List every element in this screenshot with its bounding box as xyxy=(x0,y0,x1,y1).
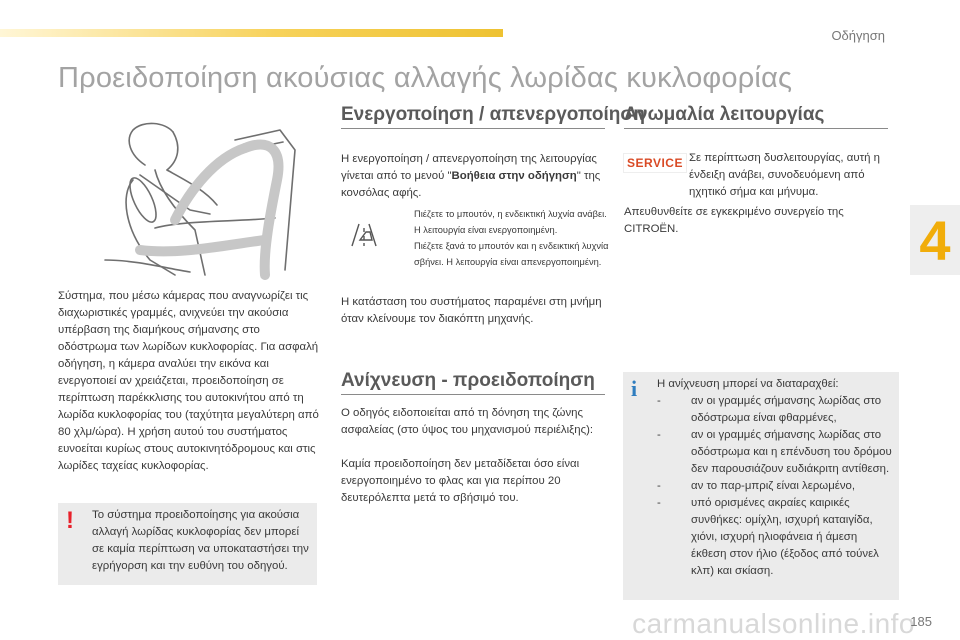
warning-box xyxy=(58,503,317,585)
list-item: - αν οι γραμμές σήμανσης λωρίδας στο οδόστρωμα είναι φθαρμένες, xyxy=(657,395,882,424)
list-item: Πιέζετε ξανά το μπουτόν και η ενδεικτική λυχνία σβήνει. Η λειτουργία είναι απενεργοποιημένη. xyxy=(414,241,609,267)
malfunction-text: Σε περίπτωση δυσλειτουργίας, αυτή η ένδειξη ανάβει, συνοδευόμενη από ηχητικό σήμα και μήνυμα. xyxy=(689,152,880,198)
list-item: Πιέζετε το μπουτόν, η ενδεικτική λυχνία ανάβει. Η λειτουργία είναι ενεργοποιημένη. xyxy=(414,209,607,235)
detection-heading: Ανίχνευση - προειδοποίηση xyxy=(341,370,595,391)
detection-text: Ο οδηγός ειδοποιείται από τη δόνηση της ζώνης ασφαλείας (στο ύψος του μηχανισμού περιέλιξης): xyxy=(341,407,594,436)
activation-steps xyxy=(394,206,609,270)
info-icon: i xyxy=(631,376,638,401)
list-item: - αν το παρ-μπριζ είναι λερωμένο, xyxy=(657,480,856,492)
seatbelt-illustration xyxy=(95,110,305,280)
activation-heading: Ενεργοποίηση / απενεργοποίηση xyxy=(341,104,645,125)
lane-departure-button-icon xyxy=(350,218,378,248)
detection-no-warning-text: Καμία προειδοποίηση δεν μεταδίδεται όσο είναι ενεργοποιημένο το φλας και για περίπου 20 δευτερόλεπτα μετά το σβήσιμό του. xyxy=(341,458,580,504)
system-description: Σύστημα, που μέσω κάμερας που αναγνωρίζει τις διαχωριστικές γραμμές, ανιχνεύει την ακούσια υπέρβαση της διαμήκους σήμανσης στο οδόστρωμα των λωρίδων κυκλοφορίας. Για ασφαλή οδήγηση, η κάμερα αναλύει την εικόνα και ενεργοποιεί αν χρειάζεται, προειδοποίηση σε περίπτωση παρέκκλισης του αυτοκινήτου από τη λωρίδα κυκλοφορίας του (ταχύτητα μεγαλύτερη από 80 χλμ/ώρα). Η χρήση αυτού του συστήματος ευνοείται κυρίως στους αυτοκινητόδρομους και στις λωρίδες ταχείας κυκλοφορίας. xyxy=(58,290,319,472)
list-item: - αν οι γραμμές σήμανσης λωρίδας στο οδόστρωμα και η επένδυση του δρόμου δεν παρουσιάζουν ευδιάκριτη αντίθεση. xyxy=(657,429,892,475)
activation-rule xyxy=(341,128,605,129)
malfunction-rule xyxy=(624,128,888,129)
header-accent-bar xyxy=(0,29,503,37)
detection-rule xyxy=(341,394,605,395)
dealer-advice: Απευθυνθείτε σε εγκεκριμένο συνεργείο της CITROËN. xyxy=(624,206,844,235)
menu-name: Βοήθεια στην οδήγηση xyxy=(451,170,577,182)
chapter-tab: 4 xyxy=(910,205,960,275)
service-label: SERVICE xyxy=(623,153,687,173)
info-list xyxy=(657,376,893,580)
warning-text: Το σύστημα προειδοποίησης για ακούσια αλλαγή λωρίδας κυκλοφορίας δεν μπορεί σε καμία περίπτωση να υποκαταστήσει την εγρήγορση και την ευθύνη του οδηγού. xyxy=(92,509,309,572)
memory-note: Η κατάσταση του συστήματος παραμένει στη μνήμη όταν κλείνουμε τον διακόπτη μηχανής. xyxy=(341,296,602,325)
activation-intro: Η ενεργοποίηση / απενεργοποίηση της λειτουργίας γίνεται από το μενού "Βοήθεια στην οδήγηση" της κονσόλας αφής. xyxy=(341,153,601,199)
watermark: carmanualsonline.info xyxy=(632,608,915,639)
warning-icon: ! xyxy=(66,507,74,534)
malfunction-heading: Ανωμαλία λειτουργίας xyxy=(624,104,825,125)
list-item: - υπό ορισμένες ακραίες καιρικές συνθήκες: ομίχλη, ισχυρή καταιγίδα, χιόνι, ισχυρή ηλιοφάνεια ή άμεση έκθεση στον ήλιο (έξοδος από τούνελ κλπ) και σκίαση. xyxy=(657,497,879,577)
info-box xyxy=(623,372,899,600)
section-title: Οδήγηση xyxy=(831,28,885,43)
page-number: 185 xyxy=(910,614,932,629)
info-intro: Η ανίχνευση μπορεί να διαταραχθεί: xyxy=(657,378,839,390)
page-title: Προειδοποίηση ακούσιας αλλαγής λωρίδας κυκλοφορίας xyxy=(58,62,793,94)
service-icon xyxy=(623,154,687,172)
